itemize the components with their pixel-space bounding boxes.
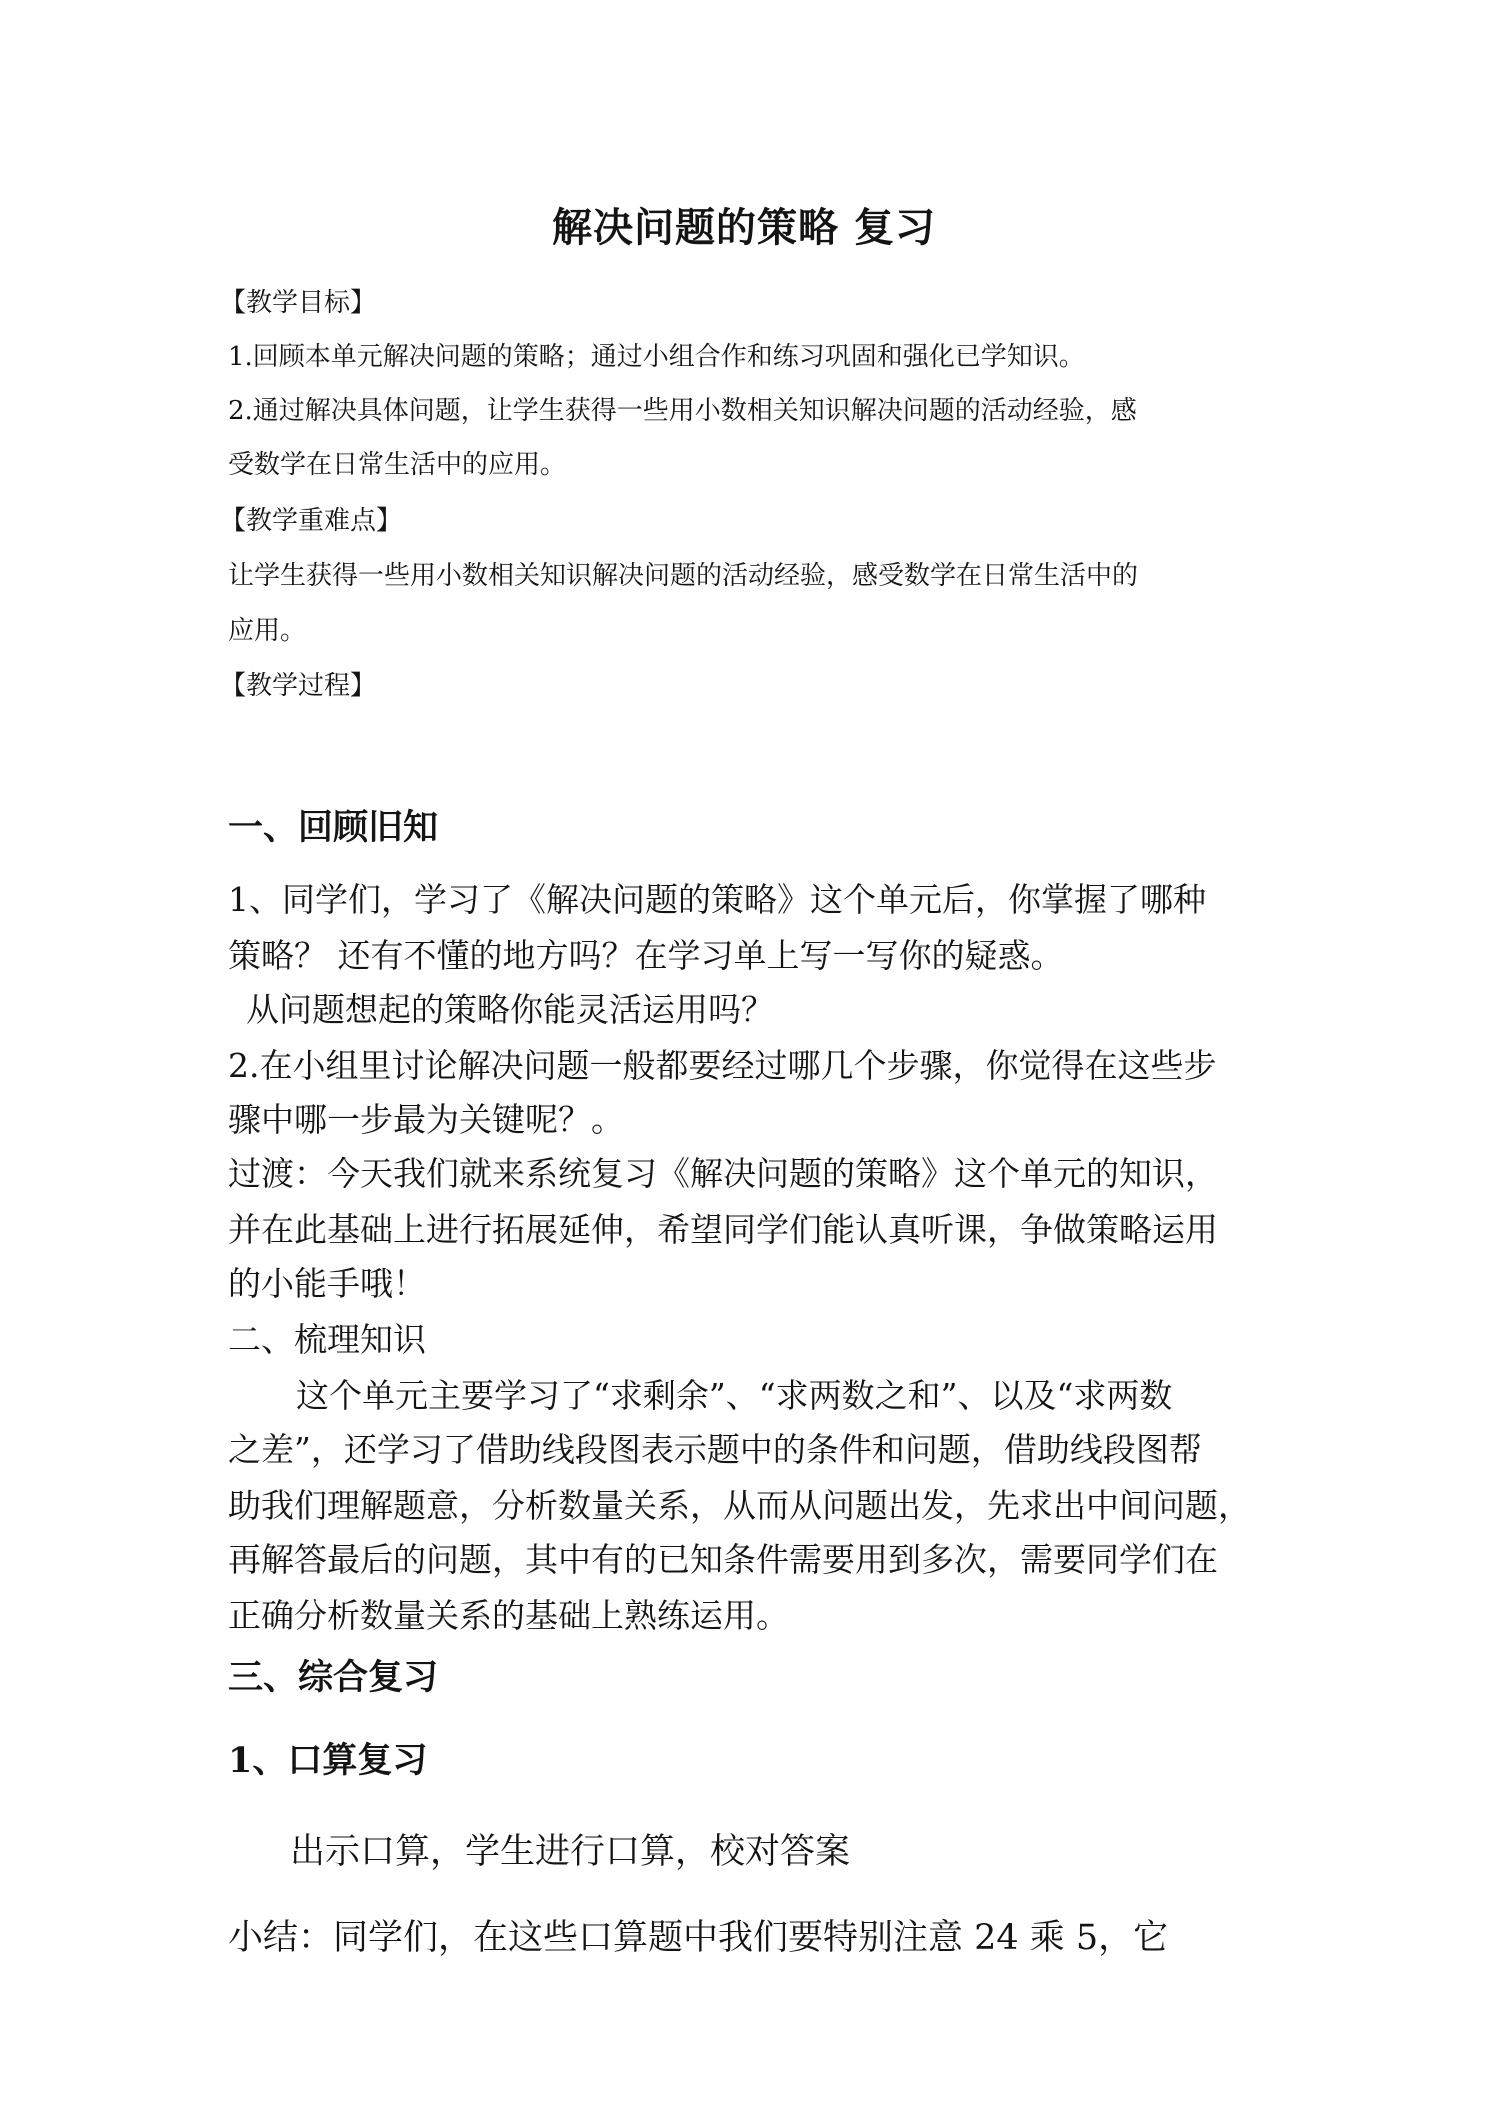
section1-line: 骤中哪一步最为关键呢？。 xyxy=(228,1100,624,1139)
section2-heading: 二、梳理知识 xyxy=(228,1320,426,1359)
section1-line: 2.在小组里讨论解决问题一般都要经过哪几个步骤，你觉得在这些步 xyxy=(228,1046,1217,1085)
section1-line: 过渡：今天我们就来系统复习《解决问题的策略》这个单元的知识， xyxy=(228,1154,1218,1193)
section1-heading: 一、回顾旧知 xyxy=(228,807,439,848)
key-points-line: 让学生获得一些用小数相关知识解决问题的活动经验，感受数学在日常生活中的 xyxy=(228,561,1139,591)
objective-item: 受数学在日常生活中的应用。 xyxy=(228,450,567,480)
objectives-header: 【教学目标】 xyxy=(220,288,377,318)
document-title: 解决问题的策略 复习 xyxy=(552,204,936,251)
section2-line: 再解答最后的问题，其中有的已知条件需要用到多次，需要同学们在 xyxy=(228,1540,1218,1579)
section2-line: 之差”，还学习了借助线段图表示题中的条件和问题，借助线段图帮 xyxy=(228,1430,1202,1469)
section3-line: 出示口算，学生进行口算，校对答案 xyxy=(290,1832,851,1872)
section3-heading: 三、综合复习 xyxy=(228,1657,439,1698)
section1-line: 1、同学们，学习了《解决问题的策略》这个单元后，你掌握了哪种 xyxy=(228,880,1206,919)
section3-line: 小结：同学们，在这些口算题中我们要特别注意 24 乘 5，它 xyxy=(228,1918,1169,1958)
key-points-header: 【教学重难点】 xyxy=(220,506,403,536)
section3-sub-heading: 1、口算复习 xyxy=(228,1740,428,1781)
section2-line: 这个单元主要学习了“求剩余”、“求两数之和”、以及“求两数 xyxy=(296,1376,1173,1415)
section1-line: 策略？ 还有不懂的地方吗？在学习单上写一写你的疑惑。 xyxy=(228,936,1064,975)
process-header: 【教学过程】 xyxy=(220,671,377,701)
section2-line: 助我们理解题意，分析数量关系，从而从问题出发，先求出中间问题， xyxy=(228,1486,1251,1525)
section1-line: 并在此基础上进行拓展延伸，希望同学们能认真听课，争做策略运用 xyxy=(228,1210,1218,1249)
section1-line: 的小能手哦！ xyxy=(228,1264,426,1303)
objective-item: 2.通过解决具体问题，让学生获得一些用小数相关知识解决问题的活动经验，感 xyxy=(228,396,1137,426)
objective-item: 1.回顾本单元解决问题的策略；通过小组合作和练习巩固和强化已学知识。 xyxy=(228,342,1085,372)
key-points-line: 应用。 xyxy=(228,616,307,646)
section2-line: 正确分析数量关系的基础上熟练运用。 xyxy=(228,1596,789,1635)
section1-line: 从问题想起的策略你能灵活运用吗？ xyxy=(246,990,774,1029)
